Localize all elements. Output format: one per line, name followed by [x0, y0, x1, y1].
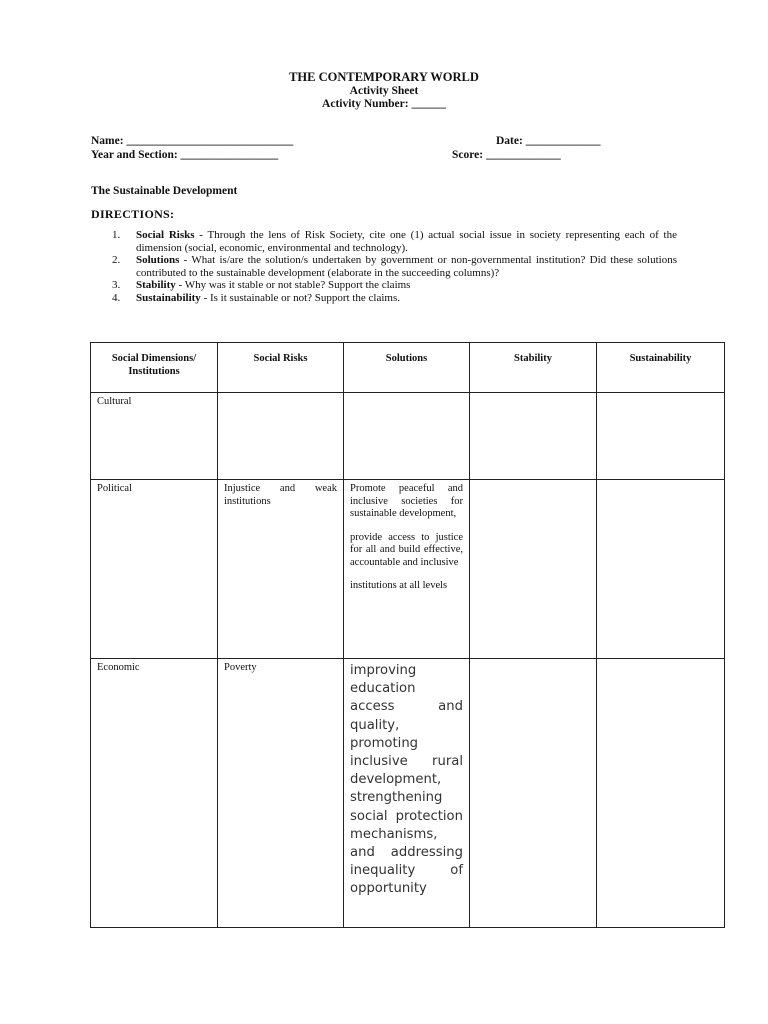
direction-number: 3. — [112, 279, 121, 291]
direction-item — [112, 229, 677, 254]
sustainability-table — [90, 342, 725, 928]
direction-text: - What is/are the solution/s undertaken by government or non-governmental institution? Did these solutions contributed to the sustainable development (elaborate in the succeeding columns)? — [136, 254, 677, 279]
header-stability: Stability — [470, 343, 597, 393]
solution-paragraph: provide access to justice for all and build effective, accountable and inclusive — [350, 531, 463, 568]
direction-term: Social Risks — [136, 229, 195, 241]
direction-item — [112, 279, 677, 292]
table-row — [91, 393, 725, 480]
direction-term: Sustainability — [136, 291, 201, 304]
direction-number: 4. — [112, 291, 121, 304]
direction-text: - Is it sustainable or not? Support the claims. — [200, 291, 400, 304]
document-header — [0, 70, 768, 111]
score-field: Score: _____________ — [452, 149, 561, 161]
direction-term: Solutions — [136, 254, 180, 266]
cell-risk — [218, 393, 344, 480]
cell-risk: Injustice and weak institutions — [218, 480, 344, 659]
cell-sustainability — [597, 480, 725, 659]
solution-paragraph: institutions at all levels — [350, 580, 448, 591]
cell-dimension: Economic — [91, 659, 218, 928]
solution-paragraph: Promote peaceful and inclusive societies for sustainable development, — [350, 483, 463, 519]
direction-number: 1. — [112, 229, 121, 241]
date-field: Date: _____________ — [496, 135, 601, 147]
cell-dimension: Political — [91, 480, 218, 659]
table-row — [91, 480, 725, 659]
cell-stability — [470, 480, 597, 659]
direction-number: 2. — [112, 254, 121, 266]
header-sustainability: Sustainability — [597, 343, 725, 393]
direction-text: - Through the lens of Risk Society, cite one (1) actual social issue in society representing each of the dimension (social, economic, environmental and technology). — [136, 229, 677, 254]
table-header-row — [91, 343, 725, 393]
cell-solutions — [344, 480, 470, 659]
table-row — [91, 659, 725, 928]
document-title: THE CONTEMPORARY WORLD — [289, 70, 479, 84]
name-field: Name: _____________________________ — [91, 135, 294, 147]
header-solutions: Solutions — [344, 343, 470, 393]
document-subtitle: Activity Sheet — [349, 85, 419, 97]
direction-item — [112, 292, 677, 305]
activity-number: Activity Number: ______ — [322, 98, 446, 110]
header-social-dimensions: Social Dimensions/ Institutions — [91, 343, 218, 393]
cell-sustainability — [597, 659, 725, 928]
cell-solutions — [344, 393, 470, 480]
direction-term: Stability — [136, 279, 176, 291]
year-section-field: Year and Section: _________________ — [91, 149, 279, 161]
cell-solutions: improving education access and quality, promoting inclusive rural development, strengthening social protection mechanisms, and addressing inequality of opportunity — [344, 659, 470, 928]
directions-label: DIRECTIONS: — [91, 207, 175, 221]
direction-text: - Why was it stable or not stable? Support the claims — [175, 279, 411, 291]
cell-stability — [470, 659, 597, 928]
direction-item — [112, 254, 677, 279]
cell-sustainability — [597, 393, 725, 480]
directions-list — [112, 229, 677, 304]
cell-risk: Poverty — [218, 659, 344, 928]
section-title: The Sustainable Development — [91, 185, 238, 197]
cell-dimension: Cultural — [91, 393, 218, 480]
cell-stability — [470, 393, 597, 480]
header-social-risks: Social Risks — [218, 343, 344, 393]
